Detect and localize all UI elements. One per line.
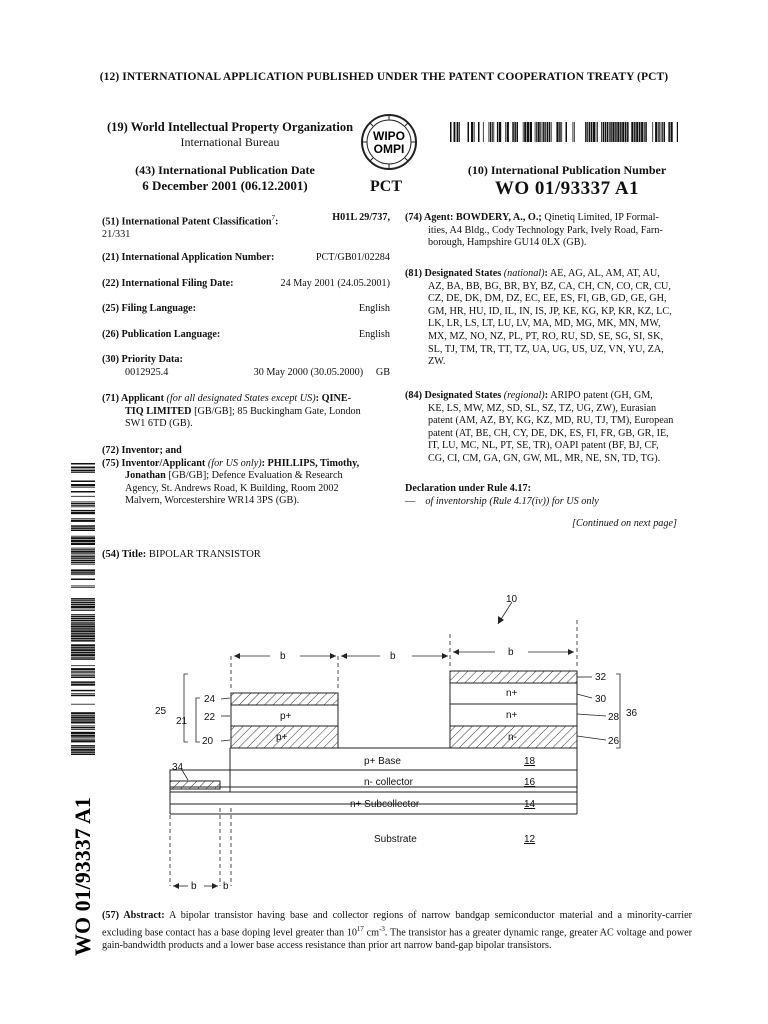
ref-16: 16 bbox=[524, 777, 536, 788]
field-30: (30) Priority Data: 0012925.4 30 May 2000 (30.05.2000) GB bbox=[102, 354, 390, 378]
ref-34: 34 bbox=[172, 762, 184, 773]
field-25: (25) Filing Language: English bbox=[102, 303, 390, 314]
field-26: (26) Publication Language: English bbox=[102, 329, 390, 340]
label-subcollector: n+ Subcollector bbox=[350, 799, 420, 810]
dim-b-1: b bbox=[280, 651, 286, 662]
org-subtitle: International Bureau bbox=[180, 135, 280, 149]
organization-block bbox=[105, 120, 355, 150]
org-name: World Intellectual Property Organization bbox=[130, 120, 354, 134]
ref-21: 21 bbox=[176, 716, 188, 727]
ref-32: 32 bbox=[595, 672, 607, 683]
ref-18: 18 bbox=[524, 756, 536, 767]
logo-text-top: WIPO bbox=[373, 129, 405, 143]
contact-34 bbox=[170, 781, 220, 789]
logo-text-bottom: OMPI bbox=[373, 142, 405, 156]
field-72-75: (72) Inventor; and (75) Inventor/Applicant (for US only): PHILLIPS, Timothy, Jonathan [GB/GB]; Defence Evaluation & Research Agency, St. Andrews Road, K Building, Room 2002 Malvern, Worcestershire WR14 3PS (GB). bbox=[102, 445, 360, 507]
ref-20: 20 bbox=[202, 736, 214, 747]
dim-b-5: b bbox=[223, 881, 229, 892]
ref-14: 14 bbox=[524, 799, 536, 810]
label-p-plus-20: p+ bbox=[276, 732, 288, 743]
pub-date-label: (43) International Publication Date bbox=[135, 163, 315, 177]
abstract: (57) Abstract: A bipolar transistor having base and collector regions of narrow bandgap semiconductor material and a minority-carrier excluding base contact has a base doping level greater than $10^{17}$ $cm^{-3}$. The transistor has a greater dynamic range, greater AC voltage and power gain-bandwidth products and a lower base access resistance than prior art narrow band-gap bipolar transistors. bbox=[102, 910, 692, 951]
publication-date-block bbox=[100, 163, 350, 194]
ref-24: 24 bbox=[204, 694, 216, 705]
pub-no-value: WO 01/93337 A1 bbox=[494, 178, 640, 199]
declaration: Declaration under Rule 4.17: — of inventorship (Rule 4.17(iv)) for US only bbox=[405, 483, 599, 507]
field-21: (21) International Application Number: PCT/GB01/02284 bbox=[102, 252, 390, 263]
label-n-minus-26: n- bbox=[508, 732, 517, 743]
label-n-plus-28: n+ bbox=[506, 710, 518, 721]
pub-date-value: 6 December 2001 (06.12.2001) bbox=[142, 178, 308, 193]
pub-no-label: (10) International Publication Number bbox=[467, 163, 667, 177]
barcode-top bbox=[450, 122, 678, 142]
side-publication-number bbox=[52, 760, 102, 960]
left-contact-24 bbox=[231, 693, 338, 705]
side-pubno-text: WO 01/93337 A1 bbox=[70, 797, 95, 956]
field-84: (84) Designated States (regional): ARIPO patent (GH, GM, KE, LS, MW, MZ, SD, SL, SZ, TZ, UG, ZW), Eurasian patent (AM, AZ, BY, KG, KZ, MD, RU, TJ, TM), European patent (AT, BE, CH, CY, DE, DK, ES, FI, FR, GB, GR, IE, IT, LU, MC, NL, PT, SE, TR), OAPI patent (BF, BJ, CF, CG, CI, CM, GA, GN, GW, ML, MR, NE, SN, TD, TG). bbox=[405, 390, 674, 464]
right-contact-32 bbox=[450, 671, 577, 683]
pct-label: PCT bbox=[370, 178, 402, 195]
org-code: (19) bbox=[106, 120, 128, 134]
ref-28: 28 bbox=[608, 712, 620, 723]
ref-22: 22 bbox=[204, 712, 216, 723]
dim-b-3: b bbox=[508, 647, 514, 658]
transistor-diagram bbox=[150, 590, 640, 900]
document-header: (12) INTERNATIONAL APPLICATION PUBLISHED UNDER THE PATENT COOPERATION TREATY (PCT) bbox=[99, 71, 669, 83]
ref-30: 30 bbox=[595, 694, 607, 705]
field-81: (81) Designated States (national): AE, AG, AL, AM, AT, AU, AZ, BA, BB, BG, BR, BY, BZ, CA, CH, CN, CO, CR, CU, CZ, DE, DK, DM, DZ, EC, EE, ES, FI, GB, GD, GE, GH, GM, HR, HU, ID, IL, IN, IS, JP, KE, KG, KP, KR, KZ, LC, LK, LR, LS, LT, LU, LV, MA, MD, MG, MK, MN, MW, MX, MZ, NO, NZ, PL, PT, RO, RU, SD, SE, SG, SI, SK, SL, TJ, TM, TR, TT, TZ, UA, UG, US, UZ, VN, YU, ZA, ZW. bbox=[405, 268, 672, 368]
ref-26: 26 bbox=[608, 736, 620, 747]
ref-25: 25 bbox=[155, 706, 167, 717]
ref-12: 12 bbox=[524, 834, 536, 845]
label-n-plus-30: n+ bbox=[506, 688, 518, 699]
title-field: (54) Title: BIPOLAR TRANSISTOR bbox=[102, 549, 261, 560]
label-collector: n- collector bbox=[364, 777, 413, 788]
label-substrate: Substrate bbox=[374, 834, 417, 845]
ref-36: 36 bbox=[626, 708, 638, 719]
label-base: p+ Base bbox=[364, 756, 401, 767]
dim-b-4: b bbox=[191, 881, 197, 892]
dim-b-2: b bbox=[390, 651, 396, 662]
barcode-side bbox=[71, 463, 95, 756]
field-74: (74) Agent: BOWDERY, A., O.; Qinetiq Limited, IP Formal- ities, A4 Bldg., Cody Technology Park, Ively Road, Farn- borough, Hampshire GU14 0LX (GB). bbox=[405, 212, 663, 249]
ref-10: 10 bbox=[506, 594, 518, 605]
continued-note: [Continued on next page] bbox=[572, 518, 677, 529]
field-71: (71) Applicant (for all designated States except US): QINE- TIQ LIMITED [GB/GB]; 85 Buckingham Gate, London SW1 6TD (GB). bbox=[102, 393, 361, 430]
field-51: (51) International Patent Classification$^7$: H01L 29/737, 21/331 bbox=[102, 212, 390, 240]
label-p-plus-22: p+ bbox=[280, 711, 292, 722]
field-22: (22) International Filing Date: 24 May 2001 (24.05.2001) bbox=[102, 278, 390, 289]
publication-number-block bbox=[452, 163, 682, 200]
wipo-logo bbox=[360, 113, 418, 171]
